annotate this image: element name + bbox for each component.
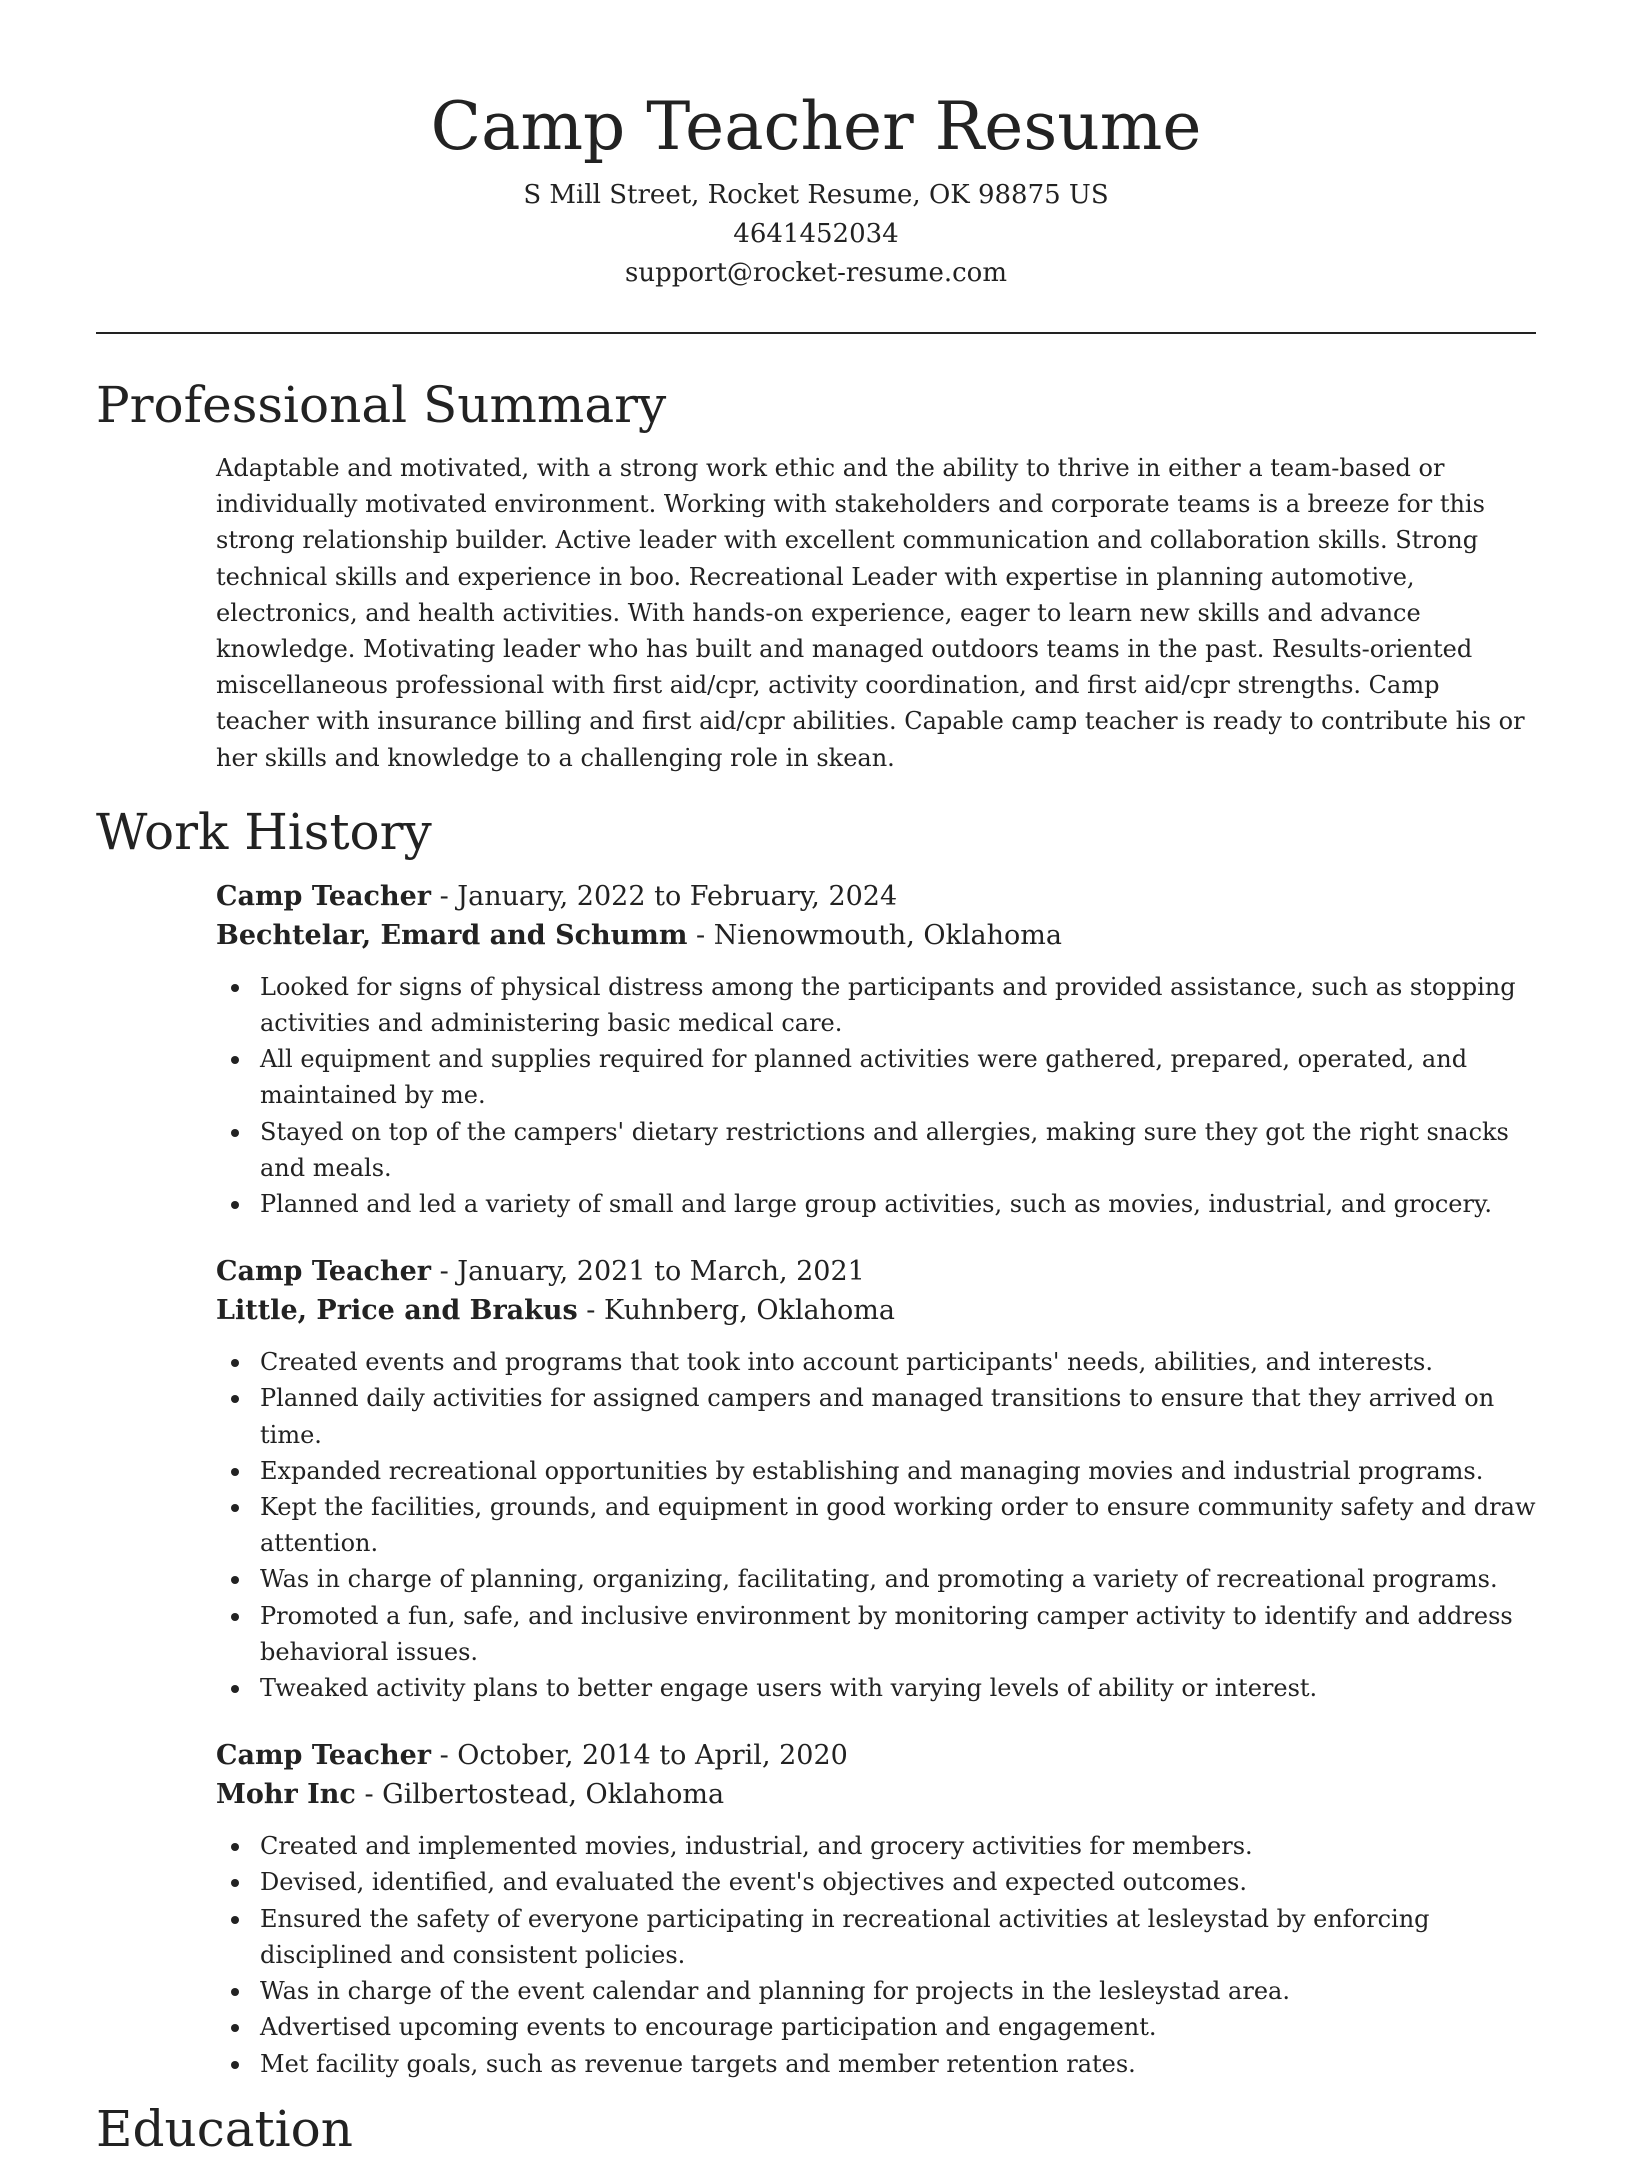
bullet-text: Expanded recreational opportunities by establishing and managing movies and industrial programs. [260,1456,1484,1485]
job-title-line [216,1736,1536,1775]
work-history-heading: Work History [96,802,432,861]
job-bullet [216,1114,1536,1186]
bullet-text: Kept the facilities, grounds, and equipment in good working order to ensure community safety and draw attention. [260,1493,1536,1558]
job-title-line [216,1252,1536,1291]
bullet-text: Advertised upcoming events to encourage participation and engagement. [260,2013,1157,2042]
job-company: Mohr Inc [216,1779,356,1811]
job-role: Camp Teacher [216,1256,431,1288]
job-bullet [216,1598,1536,1670]
job-dates: - January, 2022 to February, 2024 [430,880,898,912]
job-bullet [216,1901,1536,1973]
bullet-dot-icon [231,1576,239,1584]
contact-block [96,176,1536,293]
job-company-line [216,1291,1536,1330]
bullet-text: All equipment and supplies required for planned activities were gathered, prepared, operated, and maintained by me. [260,1045,1468,1110]
bullet-text: Planned and led a variety of small and large group activities, such as movies, industrial, and grocery. [260,1190,1492,1219]
contact-email: support@rocket-resume.com [624,258,1007,288]
bullet-text: Looked for signs of physical distress among the participants and provided assistance, such as stopping activities and administering basic medical care. [260,972,1516,1038]
bullet-text: Stayed on top of the campers' dietary restrictions and allergies, making sure they got the right snacks and meals. [260,1117,1509,1182]
job-title-line [216,877,1536,916]
job-bullet [216,969,1536,1041]
bullet-dot-icon [231,1613,239,1621]
job-location: - Gilbertostead, Oklahoma [355,1779,725,1811]
contact-address: S Mill Street, Rocket Resume, OK 98875 US [523,180,1109,210]
job-role: Camp Teacher [216,1740,431,1772]
job-entry [216,877,1536,1222]
job-entry [216,1736,1536,2081]
job-company-line [216,1775,1536,1814]
bullet-dot-icon [231,1359,239,1367]
job-bullet [216,2046,1536,2082]
job-bullet-list [216,969,1536,1222]
bullet-dot-icon [231,1395,239,1403]
bullet-text: Ensured the safety of everyone participating in recreational activities at lesleystad by enforcing disciplined and consistent policies. [260,1904,1430,1969]
bullet-dot-icon [231,1685,239,1693]
resume-title: Camp Teacher Resume [430,88,1202,165]
bullet-text: Created and implemented movies, industrial, and grocery activities for members. [260,1832,1253,1861]
bullet-dot-icon [231,1056,239,1064]
bullet-text: Promoted a fun, safe, and inclusive environment by monitoring camper activity to identify and address behavioral issues. [260,1601,1513,1666]
job-dates: - January, 2021 to March, 2021 [430,1256,865,1288]
job-company-line [216,916,1536,955]
job-bullet [216,1973,1536,2009]
job-bullet-list [216,1828,1536,2081]
resume-header [96,0,1536,293]
job-dates: - October, 2014 to April, 2020 [430,1740,848,1772]
job-bullet [216,1186,1536,1222]
bullet-text: Devised, identified, and evaluated the event's objectives and expected outcomes. [260,1868,1247,1897]
bullet-dot-icon [231,1129,239,1137]
job-role: Camp Teacher [216,880,431,912]
bullet-dot-icon [231,2024,239,2032]
summary-section [216,450,1536,776]
summary-heading: Professional Summary [96,376,667,434]
job-entry [216,1252,1536,1706]
bullet-text: Created events and programs that took into account participants' needs, abilities, and interests. [260,1348,1433,1377]
bullet-dot-icon [231,1504,239,1512]
bullet-dot-icon [231,1843,239,1851]
bullet-dot-icon [231,1988,239,1996]
job-bullet [216,1453,1536,1489]
bullet-text: Planned daily activities for assigned campers and managed transitions to ensure that they arrived on time. [260,1384,1495,1449]
bullet-dot-icon [231,1468,239,1476]
job-location: - Nienowmouth, Oklahoma [687,919,1062,951]
job-location: - Kuhnberg, Oklahoma [577,1295,895,1327]
bullet-dot-icon [231,2061,239,2069]
job-bullet [216,1864,1536,1900]
contact-phone: 4641452034 [733,219,899,249]
bullet-dot-icon [231,1916,239,1924]
job-bullet [216,1828,1536,1864]
bullet-text: Was in charge of the event calendar and planning for projects in the lesleystad area. [260,1977,1290,2006]
bullet-text: Was in charge of planning, organizing, facilitating, and promoting a variety of recreational programs. [260,1565,1498,1594]
job-bullet [216,2009,1536,2045]
job-bullet [216,1670,1536,1706]
summary-paragraph: Adaptable and motivated, with a strong work ethic and the ability to thrive in either a team-based or individually motivated environment. Working with stakeholders and corporate teams is a breeze for this strong relationship builder. Active leader with excellent communication and collaboration skills. Strong technical skills and experience in boo. Recreational Leader with expertise in planning automotive, electronics, and health activities. With hands-on experience, eager to learn new skills and advance knowledge. Motivating leader who has built and managed outdoors teams in the past. Results-oriented miscellaneous professional with first aid/cpr, activity coordination, and first aid/cpr strengths. Camp teacher with insurance billing and first aid/cpr abilities. Capable camp teacher is ready to contribute his or her skills and knowledge to a challenging role in skean. [216,454,1525,772]
header-divider [96,332,1536,334]
education-heading: Education [96,2099,353,2158]
work-history-section [216,877,1536,2082]
job-bullet [216,1561,1536,1597]
job-bullet [216,1041,1536,1113]
job-company: Little, Price and Brakus [216,1295,578,1327]
job-bullet [216,1380,1536,1452]
bullet-dot-icon [231,1201,239,1209]
bullet-text: Tweaked activity plans to better engage users with varying levels of ability or interest. [260,1674,1318,1703]
bullet-dot-icon [231,1879,239,1887]
resume-page [96,0,1536,2162]
job-bullet-list [216,1344,1536,1706]
bullet-dot-icon [231,984,239,992]
job-company: Bechtelar, Emard and Schumm [216,919,688,951]
bullet-text: Met facility goals, such as revenue targets and member retention rates. [260,2049,1136,2078]
job-bullet [216,1489,1536,1561]
job-bullet [216,1344,1536,1380]
